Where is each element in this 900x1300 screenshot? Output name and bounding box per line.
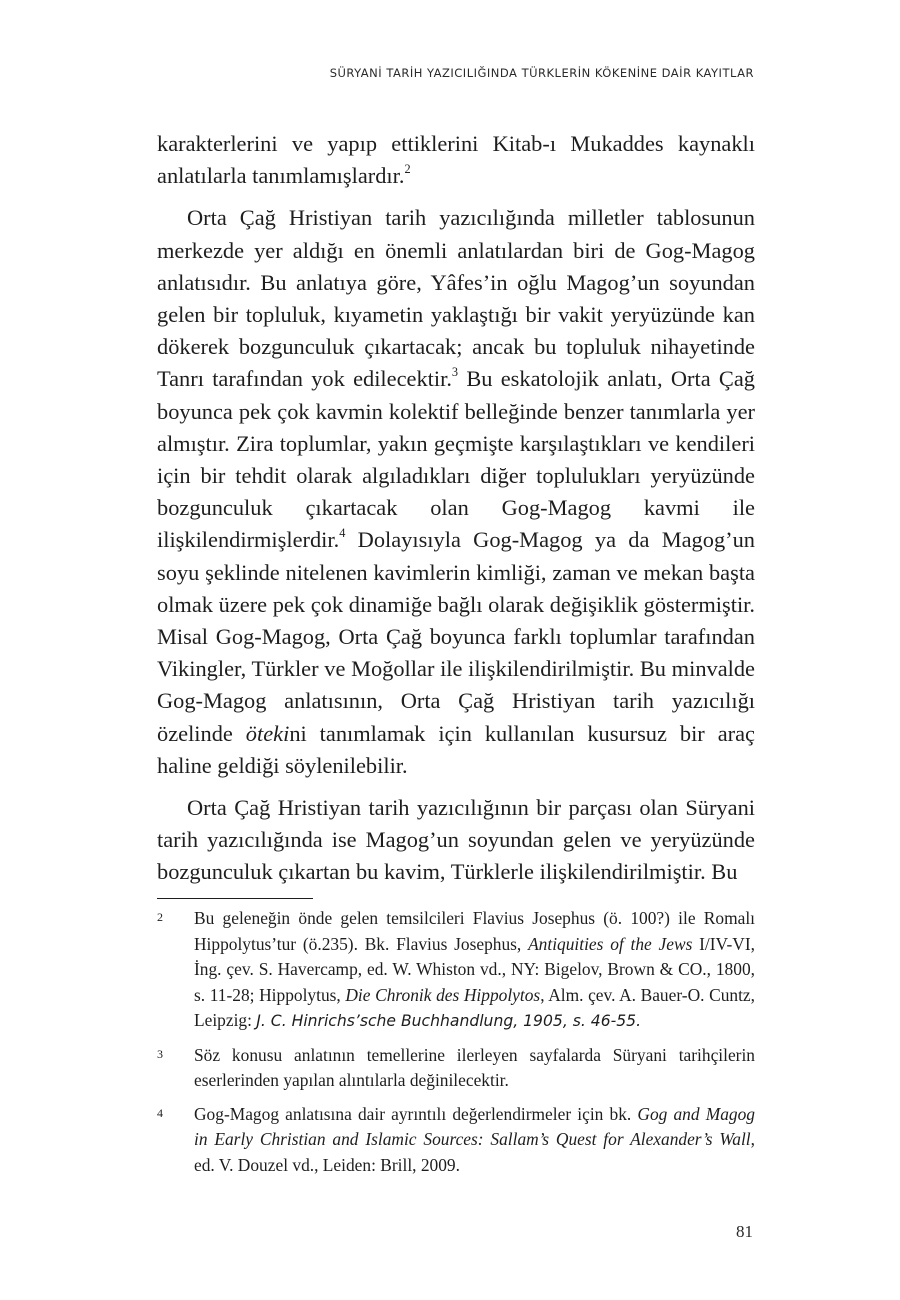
paragraph-text: karakterlerini ve yapıp ettiklerini Kitab-ı Mukaddes kaynaklı anlatılarla tanımlamışlardır. — [157, 131, 755, 189]
footnote-text — [194, 1102, 755, 1179]
publisher-text: J. C. Hinrichs’sche Buchhandlung, 1905, s. 46-55. — [256, 1012, 642, 1030]
footnote-text — [194, 906, 755, 1035]
footnote-3 — [157, 1043, 755, 1094]
paragraph-text: Dolayısıyla Gog-Magog ya da Magog’un soyu şeklinde nitelenen kavimlerin kimliği, zaman ve mekan başta olmak üzere pek çok dinamiğe bağlı olarak değişiklik göstermiştir. Misal Gog-Magog, Orta Çağ boyunca farklı toplumlar tarafından Vikingler, Türkler ve Moğollar ile ilişkilendirilmiştir. Bu minvalde Gog-Magog anlatısının, Orta Çağ Hristiyan tarih yazıcılığı özelinde — [157, 527, 755, 746]
emphasis-text: öteki — [245, 720, 290, 746]
paragraph-2 — [157, 202, 755, 782]
paragraph-text: ni tanımlamak için kullanılan kusursuz bir araç haline geldiği söylenilebilir. — [157, 720, 755, 778]
footnote-ref-3[interactable]: 3 — [451, 365, 459, 380]
footnote-text-part: Gog-Magog anlatısına dair ayrıntılı değerlendirmeler için bk. — [194, 1103, 638, 1124]
paragraph-text: Orta Çağ Hristiyan tarih yazıcılığında milletler tablosunun merkezde yer aldığı en önemli anlatılardan biri de Gog-Magog anlatısıdır. Bu anlatıya göre, Yâfes’in oğlu Magog’un soyundan gelen bir topluluk, kıyametin yaklaştığı bir vakit yeryüzünde kan dökerek bozgunculuk çıkartacak; ancak bu topluluk nihayetinde Tanrı tarafından yok edilecektir. — [157, 205, 755, 392]
paragraph-1 — [157, 128, 755, 192]
footnote-4 — [157, 1102, 755, 1179]
paragraph-text: Orta Çağ Hristiyan tarih yazıcılığının bir parçası olan Süryani tarih yazıcılığında ise Magog’un soyundan gelen ve yeryüzünde bozgunculuk çıkartan bu kavim, Türklerle ilişkilendirilmiştir. Bu — [157, 795, 755, 885]
footnotes — [157, 906, 755, 1186]
book-title: Die Chronik des Hippolytos — [345, 984, 541, 1005]
footnote-text: Söz konusu anlatının temellerine ilerleyen sayfalarda Süryani tarihçilerin eserlerinden yapılan alıntılarla değinilecektir. — [194, 1044, 755, 1090]
footnote-2 — [157, 906, 755, 1035]
paragraph-text: Bu eskatolojik anlatı, Orta Çağ boyunca pek çok kavmin kolektif belleğinde benzer tanımlarla yer almıştır. Zira toplumlar, yakın geçmişte karşılaştıkları ve kendileri için bir tehdit olarak algıladıkları diğer toplulukları yeryüzünde bozgunculuk çıkartacak olan Gog-Magog kavmi ile ilişkilendirmişlerdir. — [157, 366, 755, 553]
footnote-text-part: , ed. V. Douzel vd., Leiden: Brill, 2009. — [194, 1129, 755, 1175]
footnote-divider — [157, 898, 313, 899]
book-title: Antiquities of the Jews — [528, 933, 693, 954]
footnote-number: 4 — [157, 1105, 163, 1120]
running-head: SÜRYANİ TARİH YAZICILIĞINDA TÜRKLERİN KÖKENİNE DAİR KAYITLAR — [329, 66, 754, 80]
footnote-text-part: I/IV-VI, İng. çev. S. Havercamp, ed. W. Whiston vd., NY: Bigelov, Brown & CO., 1800, s. 11-28; Hippolytus, — [194, 933, 755, 1005]
footnote-ref-2[interactable]: 2 — [404, 161, 411, 176]
footnote-text-part: , Alm. çev. A. Bauer-O. Cuntz, Leipzig: — [194, 984, 755, 1030]
footnote-ref-4[interactable]: 4 — [339, 526, 346, 541]
paragraph-3 — [157, 792, 755, 889]
page-number: 81 — [736, 1222, 753, 1241]
footnote-text-part: Bu geleneğin önde gelen temsilcileri Flavius Josephus (ö. 100?) ile Romalı Hippolytus’tur (ö.235). Bk. Flavius Josephus, — [194, 908, 755, 954]
main-text — [157, 128, 755, 889]
footnote-number: 2 — [157, 910, 163, 924]
book-title: Gog and Magog in Early Christian and Islamic Sources: Sallam’s Quest for Alexander’s Wall — [194, 1103, 755, 1149]
footnote-number: 3 — [157, 1046, 163, 1061]
